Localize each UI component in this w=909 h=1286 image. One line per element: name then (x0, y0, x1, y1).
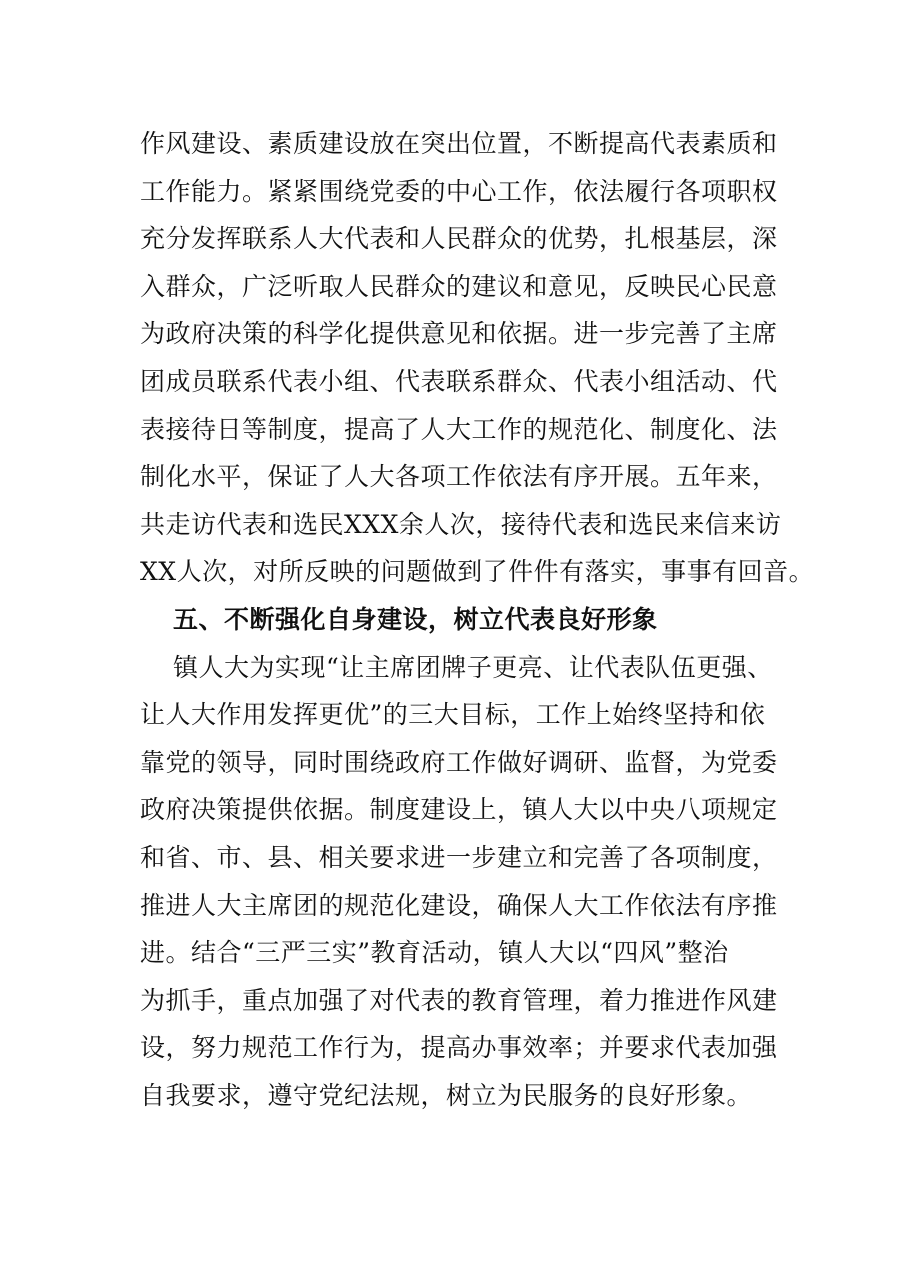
text-line: 设，努力规范工作行为，提高办事效率；并要求代表加强 (140, 1033, 778, 1063)
text-line: 自我要求，遵守党纪法规，树立为民服务的良好形象。 (140, 1080, 753, 1110)
text-line: 为抓手，重点加强了对代表的教育管理，着力推进作风建 (140, 985, 778, 1015)
text-line: 充分发挥联系人大代表和人民群众的优势，扎根基层，深 (140, 224, 778, 254)
text-line: 推进人大主席团的规范化建设，确保人大工作依法有序推 (140, 890, 778, 920)
body-text (140, 120, 815, 1119)
text-line: 团成员联系代表小组、代表联系群众、代表小组活动、代 (140, 366, 778, 396)
text-line: 为政府决策的科学化提供意见和依据。进一步完善了主席 (140, 319, 778, 349)
text-line: 靠党的领导，同时围绕政府工作做好调研、监督，为党委 (140, 747, 778, 777)
section-heading: 五、不断强化自身建设，树立代表良好形象 (173, 604, 658, 634)
text-line: 让人大作用发挥更优”的三大目标，工作上始终坚持和依 (140, 700, 766, 730)
text-line: 政府决策提供依据。制度建设上，镇人大以中央八项规定 (140, 795, 778, 825)
text-line: XX人次，对所反映的问题做到了件件有落实，事事有回音。 (140, 557, 815, 587)
text-line: 进。结合“三严三实”教育活动，镇人大以“四风”整治 (140, 938, 729, 968)
text-line: 表接待日等制度，提高了人大工作的规范化、制度化、法 (140, 414, 778, 444)
text-line: 制化水平，保证了人大各项工作依法有序开展。五年来， (140, 462, 778, 492)
text-line: 镇人大为实现“让主席团牌子更亮、让代表队伍更强、 (173, 652, 773, 682)
text-line: 入群众，广泛听取人民群众的建议和意见，反映民心民意 (140, 271, 778, 301)
text-line: 工作能力。紧紧围绕党委的中心工作，依法履行各项职权 (140, 176, 778, 206)
text-line: 和省、市、县、相关要求进一步建立和完善了各项制度， (140, 842, 778, 872)
text-line: 作风建设、素质建设放在突出位置，不断提高代表素质和 (140, 129, 778, 158)
text-line: 共走访代表和选民XXX余人次，接待代表和选民来信来访 (140, 509, 782, 539)
